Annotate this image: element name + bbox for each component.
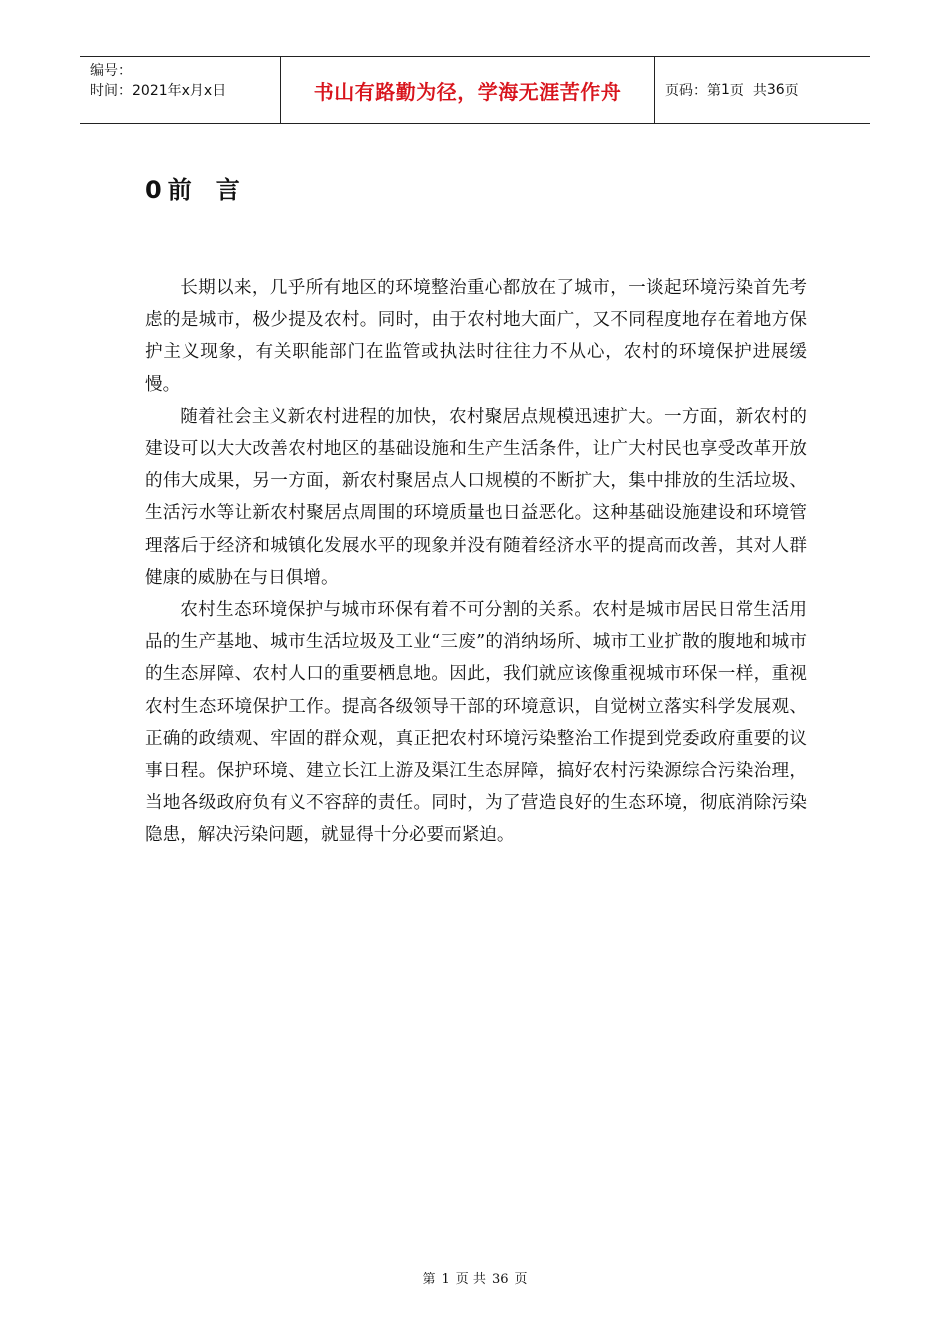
section-title-part2: 言 bbox=[215, 176, 242, 204]
page-middle: 页 共 bbox=[729, 83, 767, 99]
footer-current: 1 bbox=[441, 1272, 450, 1287]
document-date: 时间：2021年x月x日 bbox=[90, 83, 227, 99]
section-title bbox=[145, 170, 242, 205]
page-total: 36 bbox=[766, 82, 785, 98]
section-title-part1: 前 bbox=[167, 176, 194, 204]
footer-suffix: 页 bbox=[514, 1272, 528, 1287]
footer-middle: 页 共 bbox=[455, 1272, 486, 1287]
body-text bbox=[145, 272, 807, 852]
section-number: 0 bbox=[145, 176, 164, 204]
page-prefix: 页码：第 bbox=[665, 83, 721, 99]
page-current: 1 bbox=[721, 82, 730, 98]
paragraph: 长期以来，几乎所有地区的环境整治重心都放在了城市，一谈起环境污染首先考虑的是城市，极少提及农村。同时，由于农村地大面广，又不同程度地存在着地方保护主义现象，有关职能部门在监管或执法时往往力不从心，农村的环境保护进展缓慢。 bbox=[145, 278, 807, 395]
header-page-indicator bbox=[655, 57, 870, 123]
footer-prefix: 第 bbox=[422, 1272, 436, 1287]
header-motto: 书山有路勤为径，学海无涯苦作舟 bbox=[281, 57, 655, 123]
document-number-label: 编号： bbox=[90, 63, 132, 79]
footer-total: 36 bbox=[491, 1272, 509, 1287]
header-meta bbox=[80, 57, 281, 123]
document-header bbox=[80, 56, 870, 124]
paragraph: 随着社会主义新农村进程的加快，农村聚居点规模迅速扩大。一方面，新农村的建设可以大大改善农村地区的基础设施和生产生活条件，让广大村民也享受改革开放的伟大成果，另一方面，新农村聚居点人口规模的不断扩大，集中排放的生活垃圾、生活污水等让新农村聚居点周围的环境质量也日益恶化。这种基础设施建设和环境管理落后于经济和城镇化发展水平的现象并没有随着经济水平的提高而改善，其对人群健康的威胁在与日俱增。 bbox=[145, 406, 807, 588]
paragraph: 农村生态环境保护与城市环保有着不可分割的关系。农村是城市居民日常生活用品的生产基地、城市生活垃圾及工业“三废”的消纳场所、城市工业扩散的腹地和城市的生态屏障、农村人口的重要栖息地。因此，我们就应该像重视城市环保一样，重视农村生态环境保护工作。提高各级领导干部的环境意识，自觉树立落实科学发展观、正确的政绩观、牢固的群众观，真正把农村环境污染整治工作提到党委政府重要的议事日程。保护环境、建立长江上游及渠江生态屏障，搞好农村污染源综合污染治理，当地各级政府负有义不容辞的责任。同时，为了营造良好的生态环境，彻底消除污染隐患，解决污染问题，就显得十分必要而紧迫。 bbox=[145, 600, 807, 846]
page-suffix: 页 bbox=[784, 83, 799, 99]
page-footer bbox=[0, 1268, 950, 1287]
